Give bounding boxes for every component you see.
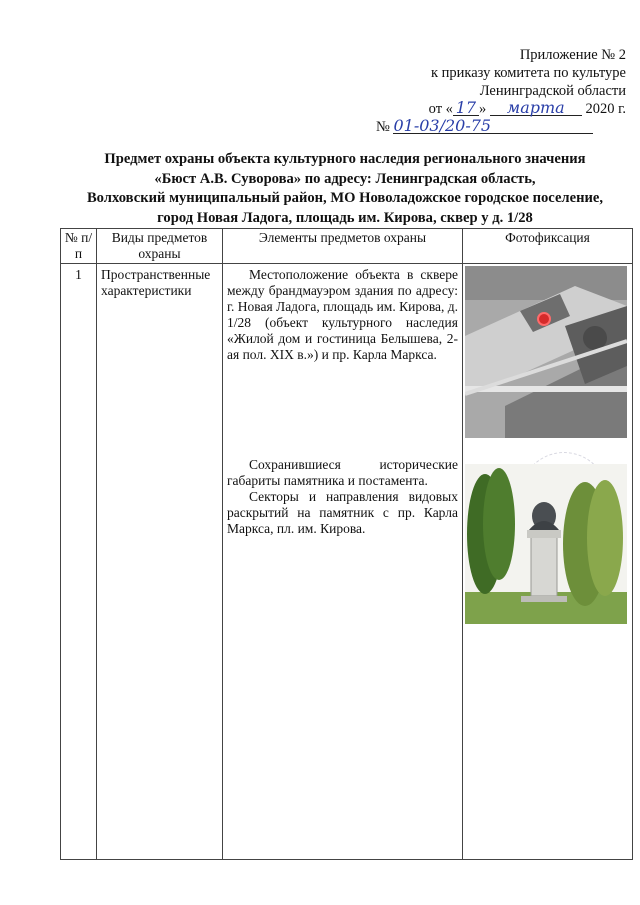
header-photo: Фотофиксация [463, 229, 633, 264]
order-number [366, 118, 626, 136]
appendix-header [366, 46, 626, 136]
appendix-line-3: Ленинградской области [479, 83, 626, 99]
title-line-1: Предмет охраны объекта культурного наследия регионального значения [104, 151, 586, 167]
row-photos [463, 264, 633, 860]
aerial-map-image [465, 266, 627, 438]
protection-table [60, 228, 633, 860]
row-type: Пространственные характеристики [97, 264, 223, 860]
element-location: Местоположение объекта в сквере между брандмауэром здания по адресу: г. Новая Ладога, площадь им. Кирова, д. 1/28 (объект культурного наследия «Жилой дом и гостиница Белышева, 2-ая пол. XIX в.») и пр. Карла Маркса. [227, 267, 459, 362]
title-line-3: Волховский муниципальный район, МО Новоладожское городское поселение, [86, 190, 604, 206]
title-line-4: город Новая Ладога, площадь им. Кирова, сквер у д. 1/28 [157, 209, 533, 226]
header-num: № п/п [61, 229, 97, 264]
date-month: марта [490, 101, 582, 116]
document-title [60, 150, 630, 228]
date-year: 2020 г. [585, 101, 626, 117]
date-mid: » [478, 101, 487, 117]
element-view-sectors: Секторы и направления видовых раскрытий на памятник с пр. Карла Маркса, пл. им. Кирова. [227, 489, 458, 536]
number-value: 01-03/20-75 [393, 119, 593, 134]
date-day: 17 [453, 101, 479, 116]
location-marker-icon [537, 312, 551, 326]
table-row [61, 264, 633, 860]
header-types: Виды предметов охраны [97, 229, 223, 264]
title-line-2: «Бюст А.В. Суворова» по адресу: Ленинградская область, [154, 170, 536, 187]
row-elements [223, 264, 463, 860]
date-prefix: от « [428, 101, 453, 117]
monument-photo [465, 464, 627, 624]
appendix-line-2: к приказу комитета по культуре [430, 65, 626, 81]
element-dimensions: Сохранившиеся исторические габариты памятника и постамента. [227, 457, 458, 488]
table-header-row [61, 229, 633, 264]
header-elements: Элементы предметов охраны [223, 229, 463, 264]
aerial-map-photo [465, 266, 627, 438]
row-num: 1 [61, 264, 97, 860]
appendix-line-1: Приложение № 2 [519, 47, 626, 63]
number-prefix: № [376, 119, 390, 135]
monument-image [465, 464, 627, 624]
